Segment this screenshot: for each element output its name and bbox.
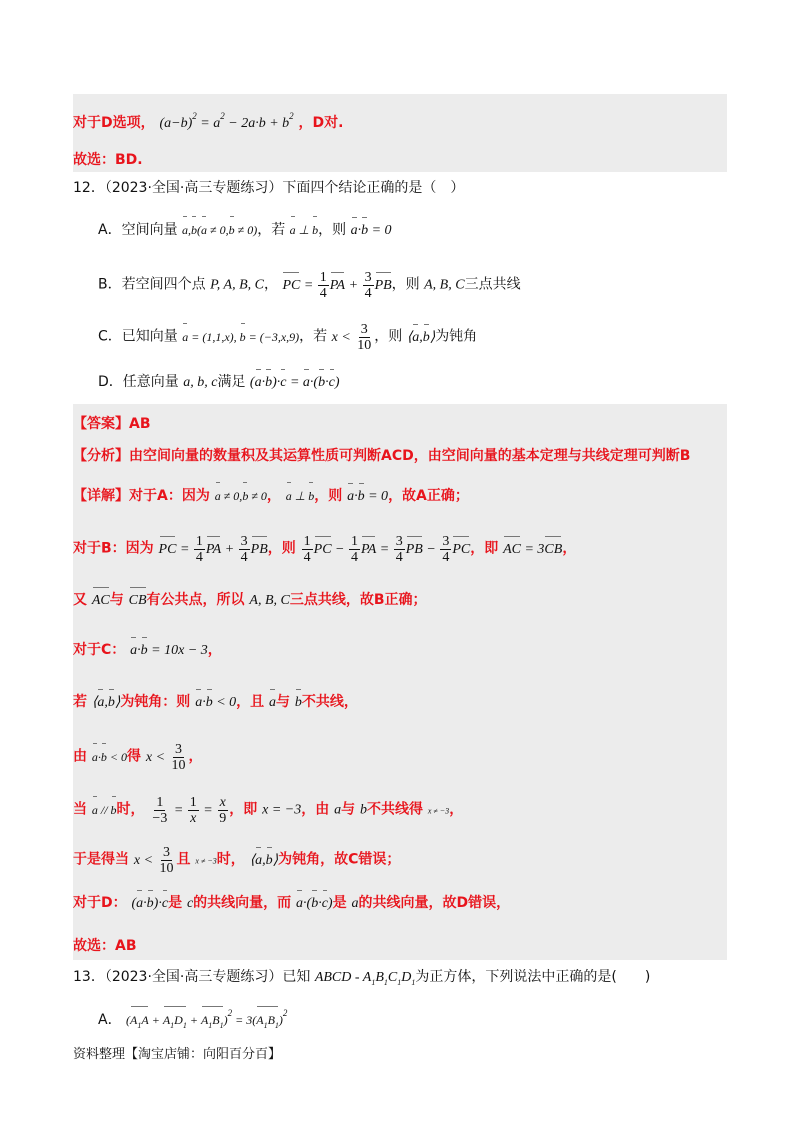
detail-c-5: 于是得当 x < $\frac{3}{10}$ 且 x ≠ −3时， ⟨a,b⟩为钝角，故C错误；: [73, 845, 401, 876]
q12-option-b: B．若空间四个点 P, A, B, C， PC = $\frac{1}{4}$ PA + $\frac{3}{4}$ PB，则 A, B, C三点共线: [98, 270, 521, 301]
detail-d: 对于D： (a·b)·c是 c的共线向量，而 a·(b·c)是 a的共线向量，故D错误，: [73, 893, 510, 914]
detail-c-2: 若 ⟨a,b⟩为钝角：则 a·b < 0，且 a与 b不共线，: [73, 692, 358, 713]
q13-stem: 13．（2023·全国·高三专题练习）已知 ABCD - $A_1B_1C_1D_1$为正方体，下列说法中正确的是( ): [73, 969, 651, 987]
detail-b-2: 又 AC与 CB有公共点，所以 A, B, C三点共线，故B正确；: [73, 590, 427, 611]
q12-analysis: 【分析】由空间向量的数量积及其运算性质可判断ACD，由空间向量的基本定理与共线定理可判断B: [73, 448, 691, 464]
detail-b-1: 对于B：因为 PC = $\frac{1}{4}$ PA + $\frac{3}{4}$ PB，则 $\frac{1}{4}$ PC − $\frac{1}{4}$ PA = $\frac{3}{4}$ PB − $\frac{3}{4}$ PC，即 AC = 3CB，: [73, 534, 577, 565]
q12-option-d: D．任意向量 a, b, c满足 (a·b)·c = a·(b·c): [98, 372, 339, 393]
detail-a: 【详解】对于A：因为 a ≠ 0,b ≠ 0， a ⊥ b，则 a·b = 0，故A正确；: [73, 486, 469, 507]
detail-c-3: 由 a·b < 0得 x < $\frac{3}{10}$ ，: [73, 742, 203, 773]
detail-c-1: 对于C： a·b = 10x − 3，: [73, 640, 222, 661]
d-option-line: 对于D选项， $(a-b)^2 = a^2 - 2a\cdot b + b^2$ ，D对.: [73, 111, 344, 131]
q12-answer: 【答案】AB: [73, 416, 151, 432]
page-footer: 资料整理【淘宝店铺：向阳百分百】: [73, 1047, 282, 1062]
q12-option-a: A．空间向量 a,b(a ≠ 0,b ≠ 0)，若 a ⊥ b，则 a·b = 0: [98, 220, 392, 241]
detail-c-4: 当 a // b时， $\frac{1}{-3}$ = $\frac{1}{x}$ = $\frac{x}{9}$ ，即 x = −3，由 a与 b不共线得 x ≠ −3，: [73, 795, 464, 826]
q12-final-answer: 故选：AB: [73, 938, 137, 954]
answer-bd: 故选：BD.: [73, 152, 143, 168]
formula-d-option: $(a-b)^2 = a^2 - 2a\cdot b + b^2$: [159, 111, 294, 131]
q12-stem: 12．（2023·全国·高三专题练习）下面四个结论正确的是（ ）: [73, 180, 465, 196]
q12-option-c: C．已知向量 a = (1,1,x), b = (−3,x,9)，若 x < $\frac{3}{10}$ ，则 ⟨a,b⟩为钝角: [98, 322, 478, 353]
q13-option-a: A． $(A_1A + A_1D_1 + A_1B_1)^2 = 3(A_1B_1)^2$: [98, 1003, 287, 1036]
